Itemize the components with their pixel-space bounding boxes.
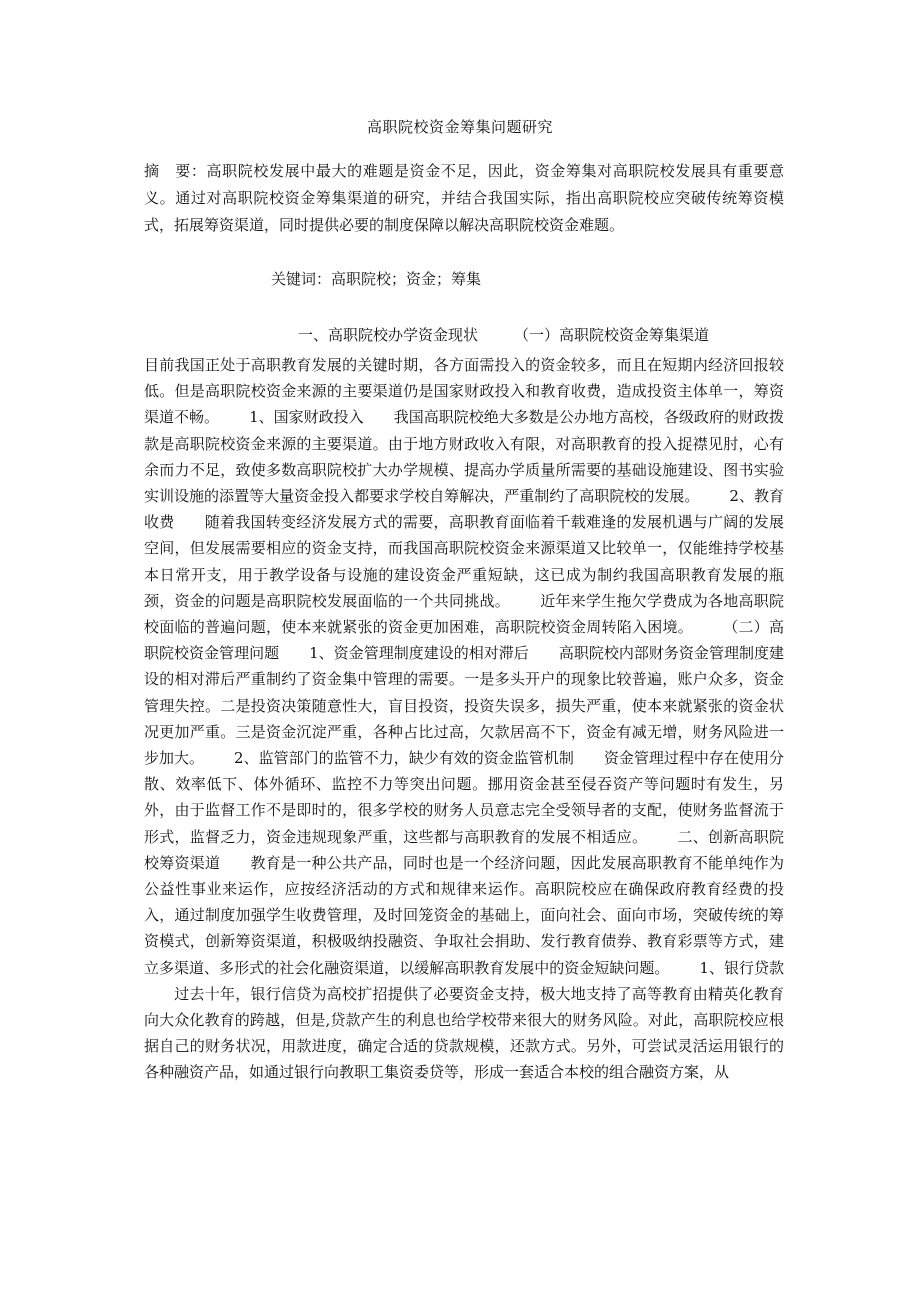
abstract-label: 摘 要： [144,162,207,180]
paragraph-supervision: 资金管理过程中存在使用分散、效率低下、体外循环、监控不力等突出问题。挪用资金甚至侵吞资产等问题时有发生，另外，由于监督工作不是即时的，很多学校的财务人员意志完全受领导者的支配，使财务监督流于形式，监督乏力，资金违规现象严重，这些都与高职教育的发展不相适应。 [144,749,784,846]
abstract-text: 高职院校发展中最大的难题是资金不足，因此，资金筹集对高职院校发展具有重要意义。通过对高职院校资金筹集渠道的研究，并结合我国实际，指出高职院校应突破传统筹资模式，拓展筹资渠道，同时提供必要的制度保障以解决高职院校资金难题。 [144,162,784,234]
paragraph-funding-overview: 目前我国正处于高职教育发展的关键时期，各方面需投入的资金较多，而且在短期内经济回报较低。但是高职院校资金来源的主要渠道仍是国家财政投入和教育收费，造成投资主体单一，筹资渠道不畅。 [144,356,784,427]
keywords-line: 关键词：高职院校；资金；筹集 [271,270,482,288]
paragraph-management-system: 高职院校内部财务资金管理制度建设的相对滞后严重制约了资金集中管理的需要。一是多头开户的现象比较普遍，账户众多，资金管理失控。二是投资决策随意性大，盲目投资，投资失误多，损失严重，使本来就紧张的资金状况更加严重。三是资金沉淀严重，各种占比过高，欠款居高不下，资金有减无增，财务风险进一步加大。 [144,644,784,768]
heading-education-fees: 2、教育收费 [144,487,784,532]
heading-fiscal-investment: 1、国家财政投入 [249,408,364,427]
paragraph-education-fees: 随着我国转变经济发展方式的需要，高职教育面临着千载难逢的发展机遇与广阔的发展空间，但发展需要相应的资金支持，而我国高职院校资金来源渠道又比较单一，仅能维持学校基本日常开支，用于教学设备与设施的建设资金严重短缺，这已成为制约我国高职教育发展的瓶颈，资金的问题是高职院校发展面临的一个共同挑战。 [144,513,784,610]
paragraph-fiscal-investment: 我国高职院校绝大多数是公办地方高校，各级政府的财政拨款是高职院校资金来源的主要渠道。由于地方财政收入有限，对高职教育的投入捉襟见肘，心有余而力不足，致使多数高职院校扩大办学规模、提高办学质量所需要的基础设施建设、图书实验实训设施的添置等大量资金投入都要求学校自筹解决，严重制约了高职院校的发展。 [144,408,784,506]
document-title: 高职院校资金筹集问题研究 [366,118,553,136]
section-1-title: 一、高职院校办学资金现状 [298,326,479,344]
section-1-subheading-1: （一）高职院校资金筹集渠道 [514,326,710,344]
body-text [144,352,784,1086]
section-1-subheading-2: （二）高职院校资金管理问题 [144,618,784,663]
heading-supervision: 2、监管部门的监管不力，缺少有效的资金监管机制 [234,749,574,768]
paragraph-bank-loans: 过去十年，银行信贷为高校扩招提供了必要资金支持，极大地支持了高等教育由精英化教育向大众化教育的跨越，但是,贷款产生的利息也给学校带来很大的财务风险。对此，高职院校应根据自己的财务状况，用款进度，确定合适的贷款规模，还款方式。另外，可尝试灵活运用银行的各种融资产品，如通过银行向教职工集资委贷等，形成一套适合本校的组合融资方案，从 [144,984,784,1082]
abstract-paragraph [144,158,784,239]
heading-bank-loans: 1、银行贷款 [699,958,784,977]
section-1-heading [298,324,709,345]
heading-management-system: 1、资金管理制度建设的相对滞后 [309,644,529,663]
section-2-title: 二、创新高职院校筹资渠道 [144,827,784,872]
paragraph-section-2: 教育是一种公共产品，同时也是一个经济问题，因此发展高职教育不能单纯作为公益性事业来运作，应按经济活动的方式和规律来运作。高职院校应在确保政府教育经费的投入，通过制度加强学生收费管理，及时回笼资金的基础上，面向社会、面向市场，突破传统的筹资模式，创新筹资渠道，积极吸纳投融资、争取社会捐助、发行教育债券、教育彩票等方式，建立多渠道、多形式的社会化融资渠道，以缓解高职教育发展中的资金短缺问题。 [144,853,784,977]
paragraph-tuition-arrears: 近年来学生拖欠学费成为各地高职院校面临的普遍问题，使本来就紧张的资金更加困难，高职院校资金周转陷入困境。 [144,591,784,637]
